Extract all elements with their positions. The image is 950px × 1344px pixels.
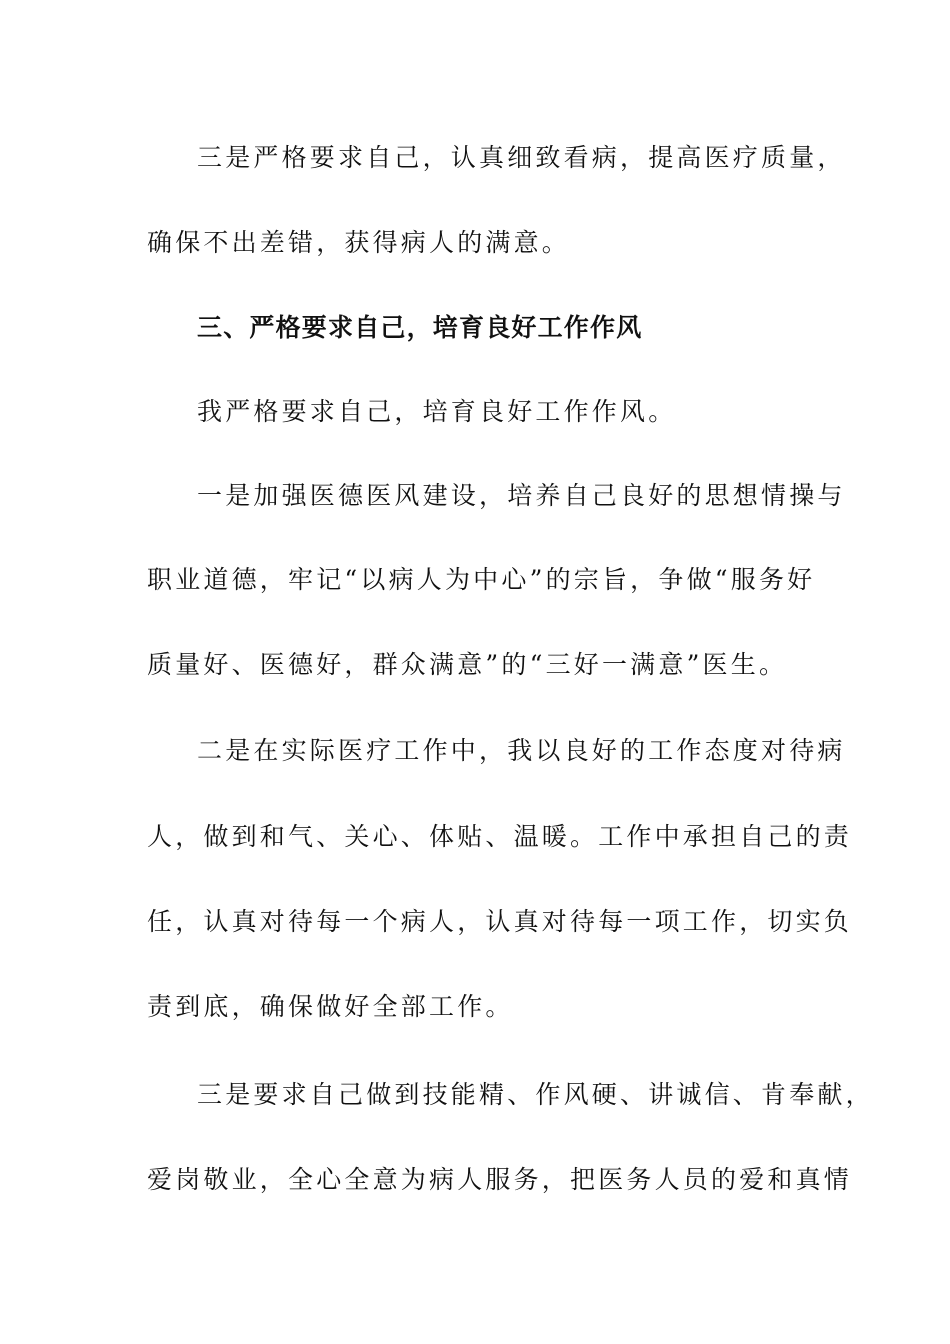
paragraph-line: 三是要求自己做到技能精、作风硬、讲诚信、肯奉献， — [197, 1080, 874, 1109]
section-heading: 三、严格要求自己，培育良好工作作风 — [197, 313, 643, 342]
paragraph-line: 二是在实际医疗工作中，我以良好的工作态度对待病 — [197, 736, 846, 765]
paragraph-line: 爱岗敬业，全心全意为病人服务，把医务人员的爱和真情 — [147, 1165, 853, 1194]
paragraph-line: 职业道德，牢记“以病人为中心”的宗旨，争做“服务好 — [147, 565, 816, 594]
paragraph-line: 我严格要求自己，培育良好工作作风。 — [197, 397, 677, 426]
paragraph-line: 责到底，确保做好全部工作。 — [147, 992, 514, 1021]
paragraph-line: 质量好、医德好，群众满意”的“三好一满意”医生。 — [147, 650, 788, 679]
paragraph-line: 确保不出差错，获得病人的满意。 — [147, 228, 571, 257]
paragraph-line: 人，做到和气、关心、体贴、温暖。工作中承担自己的责 — [147, 822, 853, 851]
paragraph-line: 任，认真对待每一个病人，认真对待每一项工作，切实负 — [147, 907, 853, 936]
paragraph-line: 一是加强医德医风建设，培养自己良好的思想情操与 — [197, 481, 846, 510]
paragraph-line: 三是严格要求自己，认真细致看病，提高医疗质量， — [197, 143, 846, 172]
